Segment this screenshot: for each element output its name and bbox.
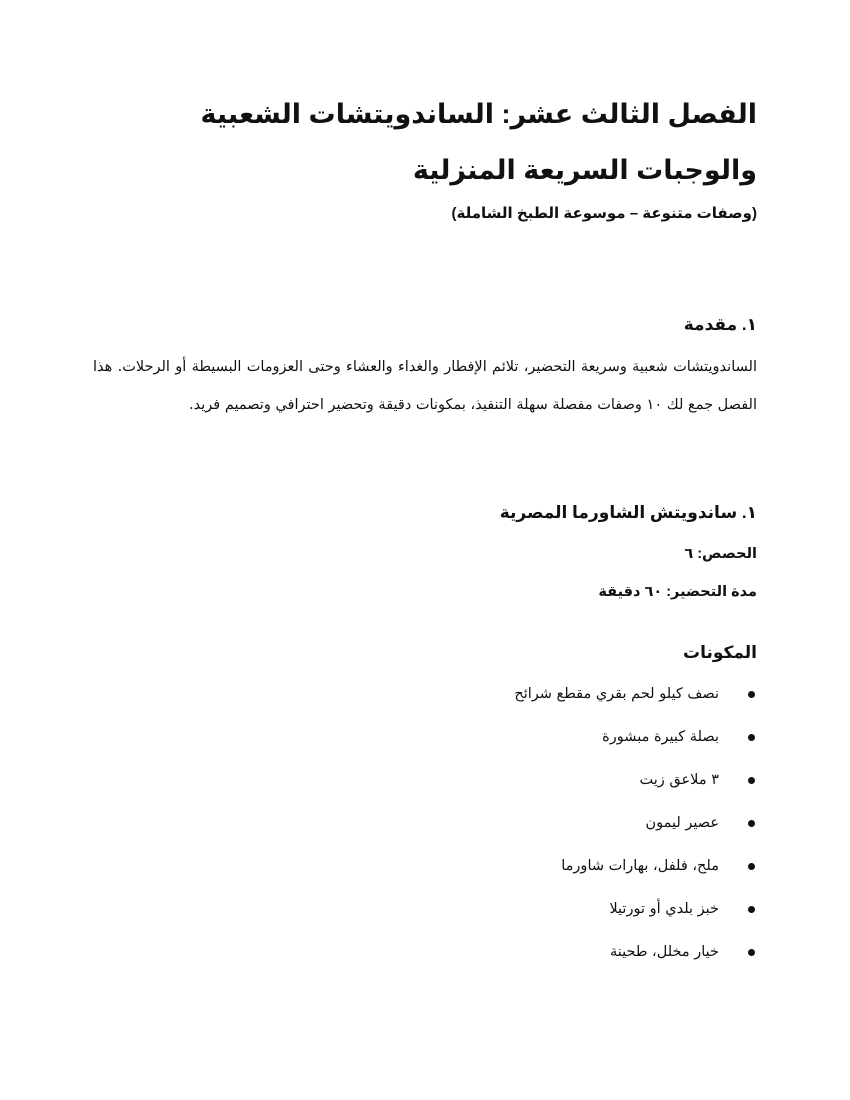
bullet-icon xyxy=(748,777,755,784)
ingredient-text: خيار مخلل، طحينة xyxy=(610,944,719,960)
ingredient-item xyxy=(93,770,757,790)
intro-heading: ١. مقدمة xyxy=(683,315,757,334)
bullet-icon xyxy=(748,734,755,741)
ingredient-text: ٣ ملاعق زيت xyxy=(639,772,719,788)
intro-paragraph: الساندويتشات شعبية وسريعة التحضير، تلائم الإفطار والغداء والعشاء وحتى العزومات البسيطة أو الرحلات. هذا الفصل جمع لك ١٠ وصفات مفصلة سهلة التنفيذ، بمكونات دقيقة وتحضير احترافي وتصميم فريد. xyxy=(93,359,757,413)
bullet-icon xyxy=(748,863,755,870)
ingredient-item xyxy=(93,727,757,747)
ingredient-text: بصلة كبيرة مبشورة xyxy=(602,729,719,745)
ingredients-list xyxy=(93,684,757,962)
ingredient-item xyxy=(93,899,757,919)
ingredient-text: ملح، فلفل، بهارات شاورما xyxy=(561,858,719,874)
recipe-heading: ١. ساندويتش الشاورما المصرية xyxy=(499,503,757,522)
bullet-icon xyxy=(748,820,755,827)
bullet-icon xyxy=(748,906,755,913)
bullet-icon xyxy=(748,949,755,956)
ingredient-item xyxy=(93,684,757,704)
bullet-icon xyxy=(748,691,755,698)
recipe-servings: الحصص: ٦ xyxy=(684,546,757,562)
ingredient-text: نصف كيلو لحم بقري مقطع شرائح xyxy=(514,686,719,702)
ingredient-text: خبز بلدي أو تورتيلا xyxy=(609,901,719,917)
ingredients-heading: المكونات xyxy=(682,643,757,662)
ingredient-item xyxy=(93,856,757,876)
ingredient-item xyxy=(93,942,757,962)
ingredient-text: عصير ليمون xyxy=(645,815,719,831)
chapter-subtitle: (وصفات متنوعة – موسوعة الطبخ الشاملة) xyxy=(451,205,757,222)
chapter-title: الفصل الثالث عشر: الساندويتشات الشعبية والوجبات السريعة المنزلية xyxy=(200,99,757,185)
recipe-prep-time: مدة التحضير: ٦٠ دقيقة xyxy=(598,584,757,600)
ingredient-item xyxy=(93,813,757,833)
page-content xyxy=(93,86,757,985)
